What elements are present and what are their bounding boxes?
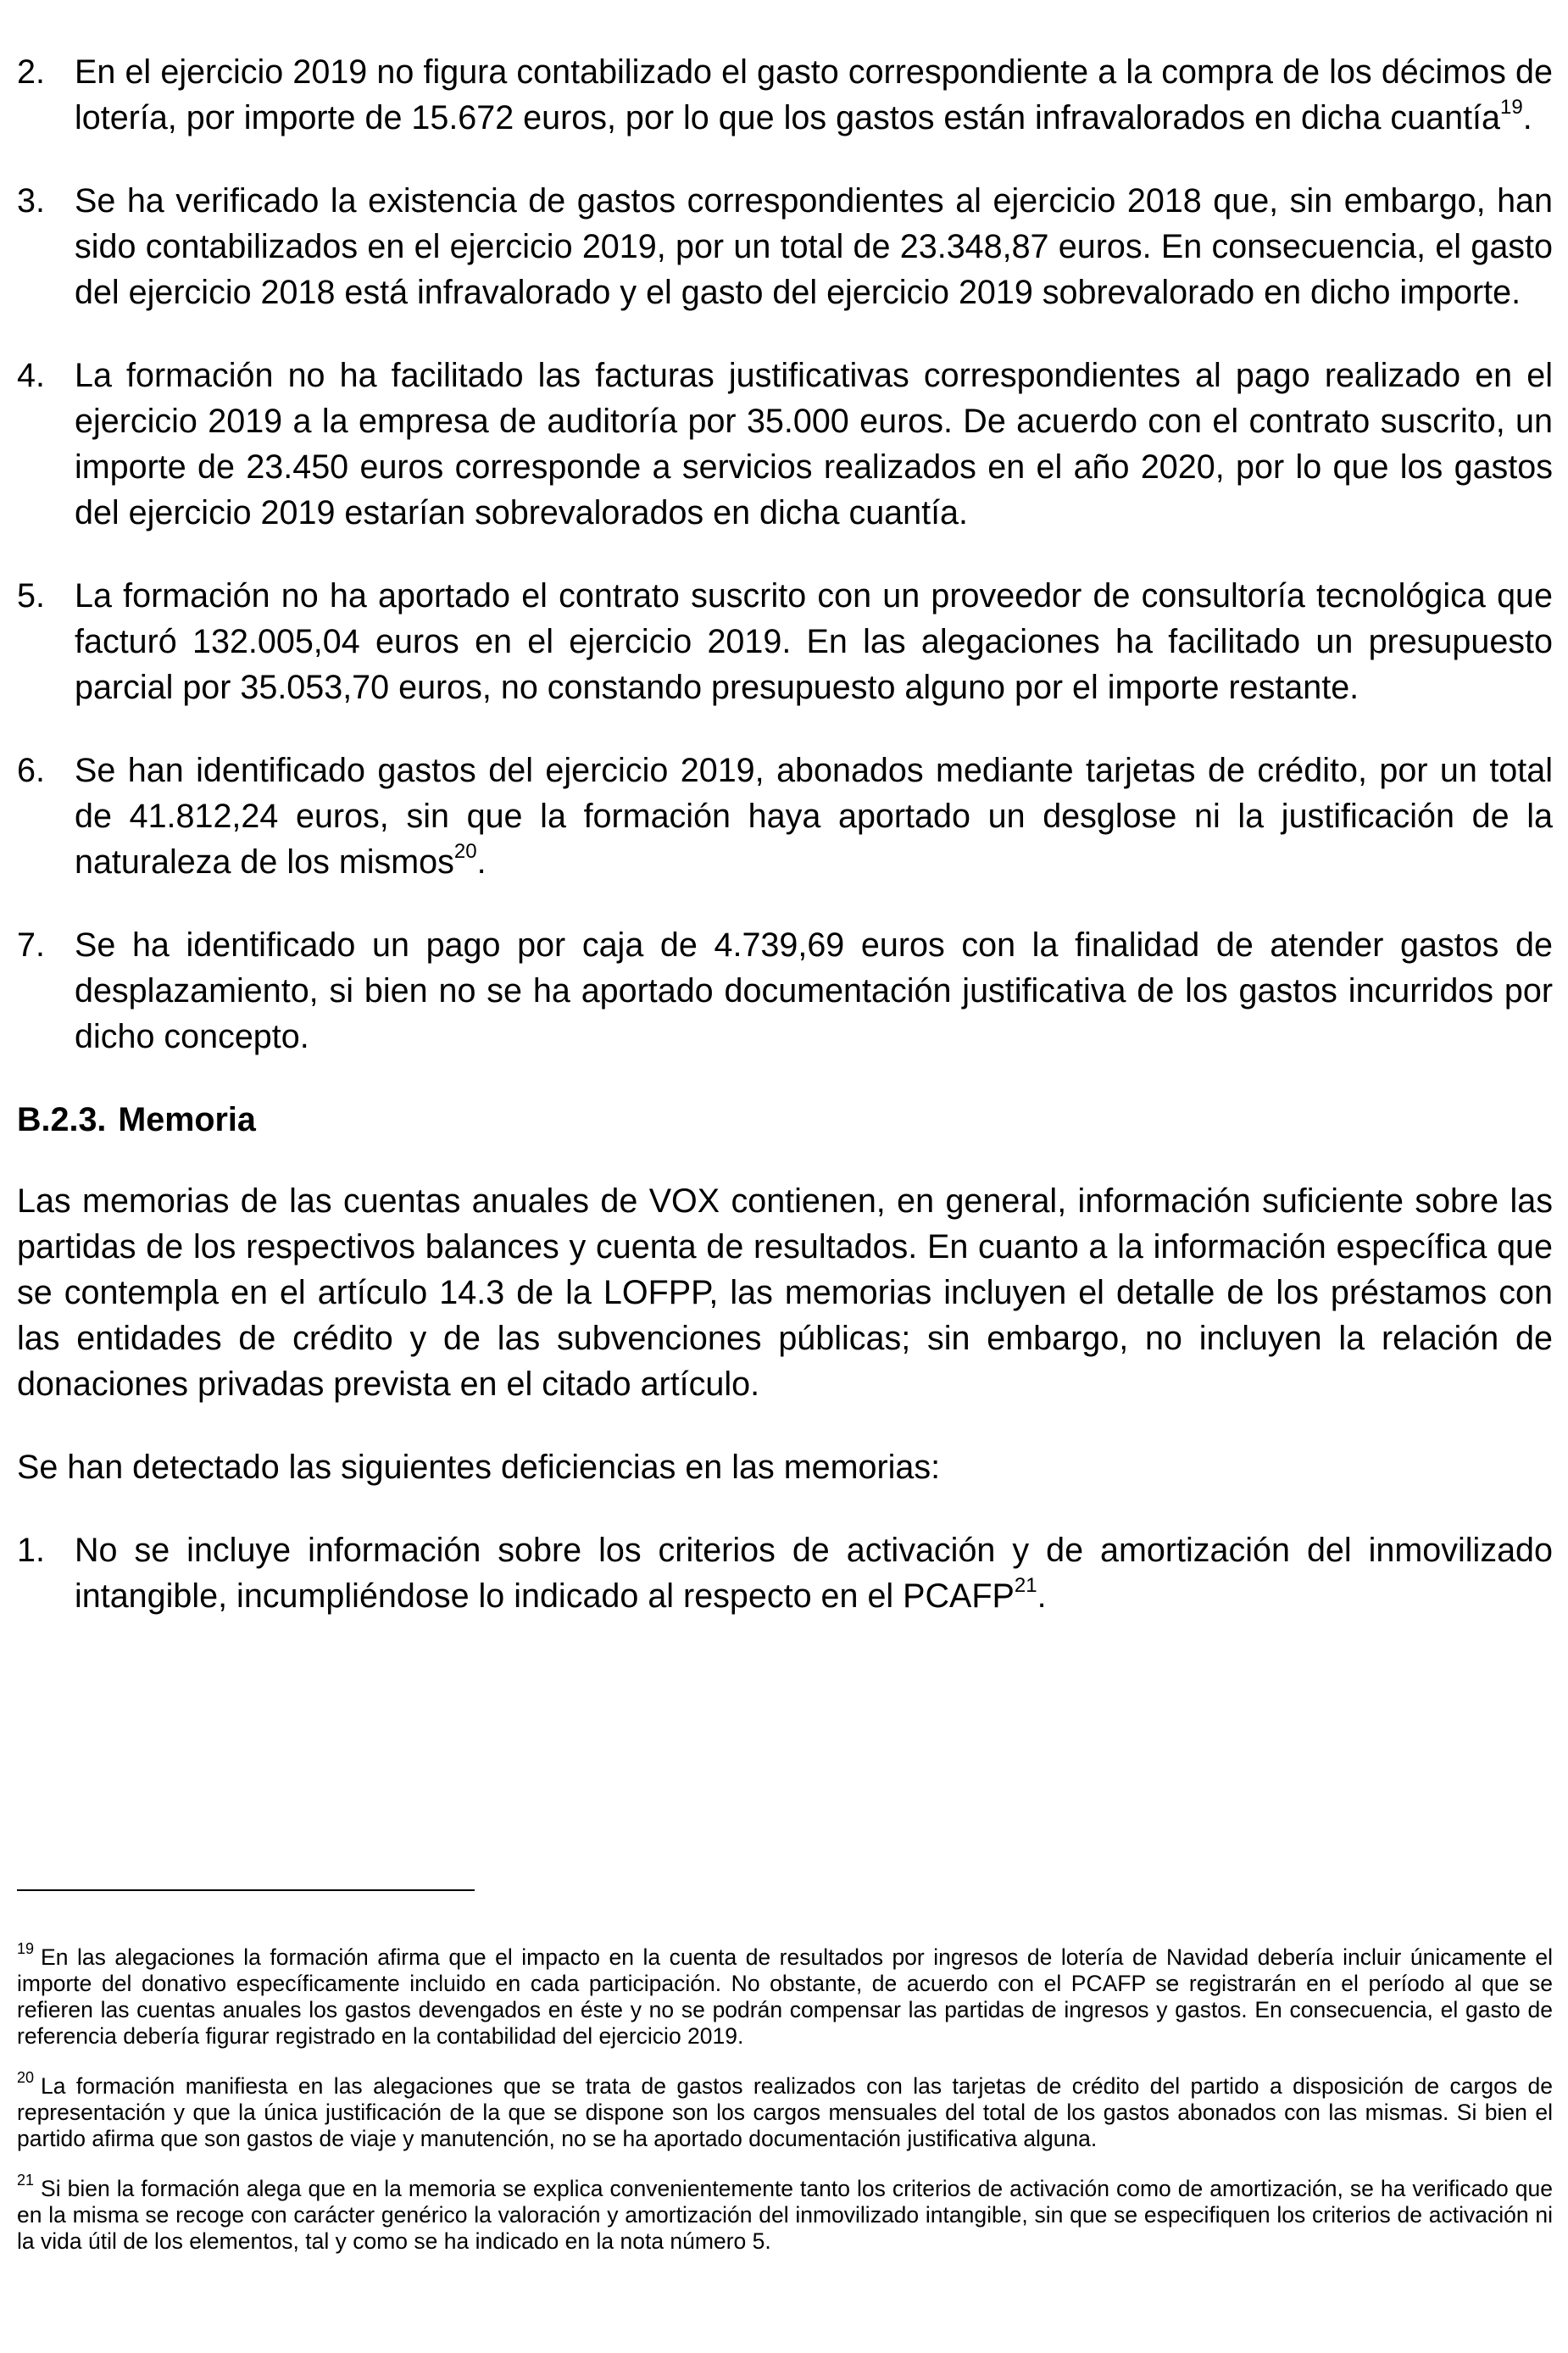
list-item-number: 6. xyxy=(17,752,45,789)
footnote-text: La formación manifiesta en las alegaciones que se trata de gastos realizados con las tarjetas de crédito del partido a disposición de cargos de representación y que la única justificación de la que se dispone son los cargos mensuales del total de los gastos abonados con las mismas. Si bien el partido afirma que son gastos de viaje y manutención, no se ha aportado documentación justificativa alguna. xyxy=(17,2073,1553,2151)
page-body xyxy=(17,49,1553,1656)
footnote-ref[interactable]: 20 xyxy=(453,839,477,863)
footnote xyxy=(17,2069,1553,2152)
list-item xyxy=(17,1527,1553,1619)
list-item-text: Se han identificado gastos del ejercicio 2019, abonados mediante tarjetas de crédito, por un total de 41.812,24 euros, sin que la formación haya aportado un desglose ni la justificación de la naturaleza de los mismos$^{20}$. xyxy=(75,752,1553,881)
list-item-text: Se ha verificado la existencia de gastos correspondientes al ejercicio 2018 que, sin embargo, han sido contabilizados en el ejercicio 2019, por un total de 23.348,87 euros. En consecuencia, el gasto del ejercicio 2018 está infravalorado y el gasto del ejercicio 2019 sobrevalorado en dicho importe. xyxy=(75,182,1553,311)
footnote-ref[interactable]: 21 xyxy=(1014,1573,1037,1597)
list-item-number: 3. xyxy=(17,182,45,220)
list-item-number: 2. xyxy=(17,53,45,91)
list-item xyxy=(17,748,1553,885)
footnote-number: 21 xyxy=(17,2172,35,2189)
footnotes xyxy=(17,1940,1553,2278)
footnote-separator xyxy=(17,1889,475,1891)
list-item-text: La formación no ha facilitado las facturas justificativas correspondientes al pago realizado en el ejercicio 2019 a la empresa de auditoría por 35.000 euros. De acuerdo con el contrato suscrito, un importe de 23.450 euros corresponde a servicios realizados en el año 2020, por lo que los gastos del ejercicio 2019 estarían sobrevalorados en dicha cuantía. xyxy=(75,357,1553,531)
footnote-text: En las alegaciones la formación afirma que el impacto en la cuenta de resultados por ingresos de lotería de Navidad debería incluir únicamente el importe del donativo específicamente incluido en cada participación. No obstante, de acuerdo con el PCAFP se registrarán en el período al que se refieren las cuentas anuales los gastos devengados en éste y no se podrán compensar las partidas de ingresos y gastos. En consecuencia, el gasto de referencia debería figurar registrado en la contabilidad del ejercicio 2019. xyxy=(17,1944,1553,2049)
footnote-number: 20 xyxy=(17,2069,35,2087)
footnote xyxy=(17,1940,1553,2050)
list-item xyxy=(17,353,1553,536)
section-heading xyxy=(17,1097,1553,1143)
list-item xyxy=(17,49,1553,141)
list-item-text: La formación no ha aportado el contrato suscrito con un proveedor de consultoría tecnológica que facturó 132.005,04 euros en el ejercicio 2019. En las alegaciones ha facilitado un presupuesto parcial por 35.053,70 euros, no constando presupuesto alguno por el importe restante. xyxy=(75,577,1553,706)
section-number: B.2.3. xyxy=(17,1101,107,1138)
list-item xyxy=(17,178,1553,315)
list-item xyxy=(17,573,1553,710)
list-item-number: 4. xyxy=(17,357,45,394)
list-item xyxy=(17,922,1553,1060)
footnote-number: 19 xyxy=(17,1940,35,1958)
footnote-ref[interactable]: 19 xyxy=(1500,95,1523,119)
list-item-number: 7. xyxy=(17,926,45,964)
list-item-text: No se incluye información sobre los criterios de activación y de amortización del inmovilizado intangible, incumpliéndose lo indicado al respecto en el PCAFP$^{21}$. xyxy=(75,1532,1553,1615)
list-item-number: 1. xyxy=(17,1532,45,1569)
list-item-text: En el ejercicio 2019 no figura contabilizado el gasto correspondiente a la compra de los décimos de lotería, por importe de 15.672 euros, por lo que los gastos están infravalorados en dicha cuantía$^{19}$. xyxy=(75,53,1553,136)
paragraph: Se han detectado las siguientes deficiencias en las memorias: xyxy=(17,1449,941,1486)
footnote xyxy=(17,2172,1553,2255)
list-item-number: 5. xyxy=(17,577,45,615)
list-item-text: Se ha identificado un pago por caja de 4.739,69 euros con la finalidad de atender gastos de desplazamiento, si bien no se ha aportado documentación justificativa de los gastos incurridos por dicho concepto. xyxy=(75,926,1553,1055)
section-title: Memoria xyxy=(118,1101,256,1138)
paragraph: Las memorias de las cuentas anuales de VOX contienen, en general, información suficiente sobre las partidas de los respectivos balances y cuenta de resultados. En cuanto a la información específica que se contempla en el artículo 14.3 de la LOFPP, las memorias incluyen el detalle de los préstamos con las entidades de crédito y de las subvenciones públicas; sin embargo, no incluyen la relación de donaciones privadas prevista en el citado artículo. xyxy=(17,1182,1553,1403)
footnote-text: Si bien la formación alega que en la memoria se explica convenientemente tanto los criterios de activación como de amortización, se ha verificado que en la misma se recoge con carácter genérico la valoración y amortización del inmovilizado intangible, sin que se especifiquen los criterios de activación ni la vida útil de los elementos, tal y como se ha indicado en la nota número 5. xyxy=(17,2176,1553,2254)
